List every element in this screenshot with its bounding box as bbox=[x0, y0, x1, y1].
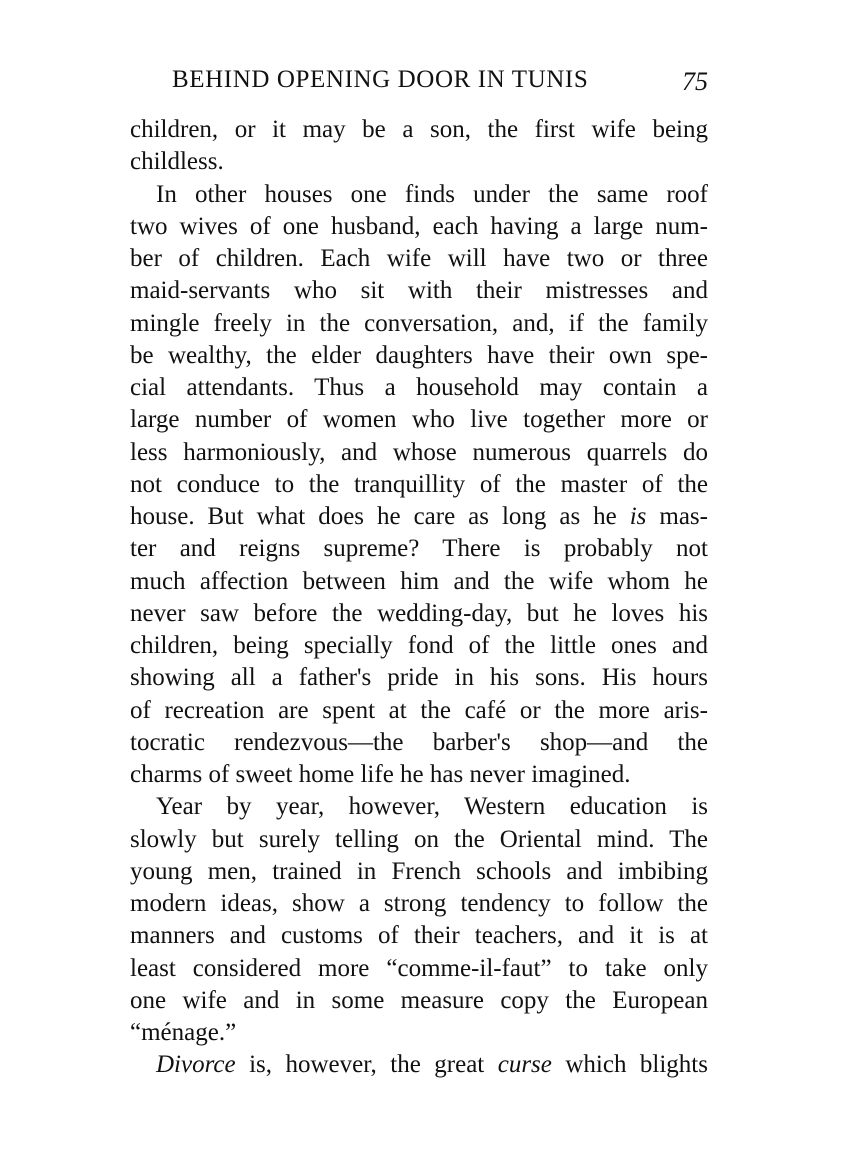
italic-text: is bbox=[629, 503, 647, 530]
text-line: less harmoniously, and whose numerous quarrels do bbox=[130, 438, 708, 466]
text-line: slowly but surely telling on the Oriental mind. The bbox=[130, 825, 708, 853]
text-line: ter and reigns supreme? There is probably not bbox=[130, 535, 708, 563]
text-line: never saw before the wedding-day, but he loves his bbox=[130, 599, 708, 627]
running-title: BEHIND OPENING DOOR IN TUNIS bbox=[172, 66, 589, 93]
italic-text: curse bbox=[497, 1051, 552, 1079]
text-line: manners and customs of their teachers, and it is at bbox=[130, 922, 708, 950]
text-line: children, being specially fond of the little ones and bbox=[130, 632, 708, 659]
text-line: much affection between him and the wife whom he bbox=[130, 567, 708, 595]
text-segment: house. But what does he care as long as he bbox=[130, 503, 630, 530]
running-head bbox=[130, 62, 708, 98]
text-line: “ménage.” bbox=[130, 1019, 237, 1046]
text-segment: mas- bbox=[646, 503, 708, 530]
text-line: showing all a father's pride in his sons. His hours bbox=[130, 664, 708, 692]
text-line: maid-servants who sit with their mistresses and bbox=[130, 277, 708, 305]
text-line: children, or it may be a son, the first wife being bbox=[130, 116, 708, 143]
page-number: 75 bbox=[682, 67, 708, 96]
text-line: be wealthy, the elder daughters have their own spe- bbox=[130, 341, 708, 369]
text-segment: is, however, the great bbox=[235, 1051, 498, 1079]
text-line: of recreation are spent at the café or the more aris- bbox=[130, 696, 708, 724]
text-line: cial attendants. Thus a household may contain a bbox=[130, 374, 708, 401]
text-line: childless. bbox=[130, 148, 224, 176]
text-segment: which blights bbox=[551, 1051, 708, 1079]
italic-text: Divorce bbox=[156, 1051, 236, 1079]
text-line: charms of sweet home life he has never imagined. bbox=[130, 761, 631, 788]
text-line: modern ideas, show a strong tendency to follow the bbox=[130, 890, 708, 917]
text-line: In other houses one finds under the same roof bbox=[156, 180, 708, 208]
text-line: two wives of one husband, each having a large num- bbox=[130, 212, 708, 240]
text-line: one wife and in some measure copy the European bbox=[130, 986, 708, 1014]
text-line: large number of women who live together more or bbox=[130, 406, 708, 434]
text-line bbox=[130, 1049, 708, 1081]
text-line: mingle freely in the conversation, and, if the family bbox=[130, 309, 708, 337]
body-text bbox=[130, 114, 708, 1082]
text-line: Year by year, however, Western education is bbox=[156, 793, 708, 821]
text-line: young men, trained in French schools and imbibing bbox=[130, 857, 708, 885]
text-line bbox=[130, 501, 708, 533]
text-line: ber of children. Each wife will have two or three bbox=[130, 245, 708, 272]
text-line: least considered more “comme-il-faut” to take only bbox=[130, 954, 708, 982]
text-line: tocratic rendezvous—the barber's shop—and the bbox=[130, 728, 708, 756]
text-line: not conduce to the tranquillity of the master of the bbox=[130, 470, 708, 498]
